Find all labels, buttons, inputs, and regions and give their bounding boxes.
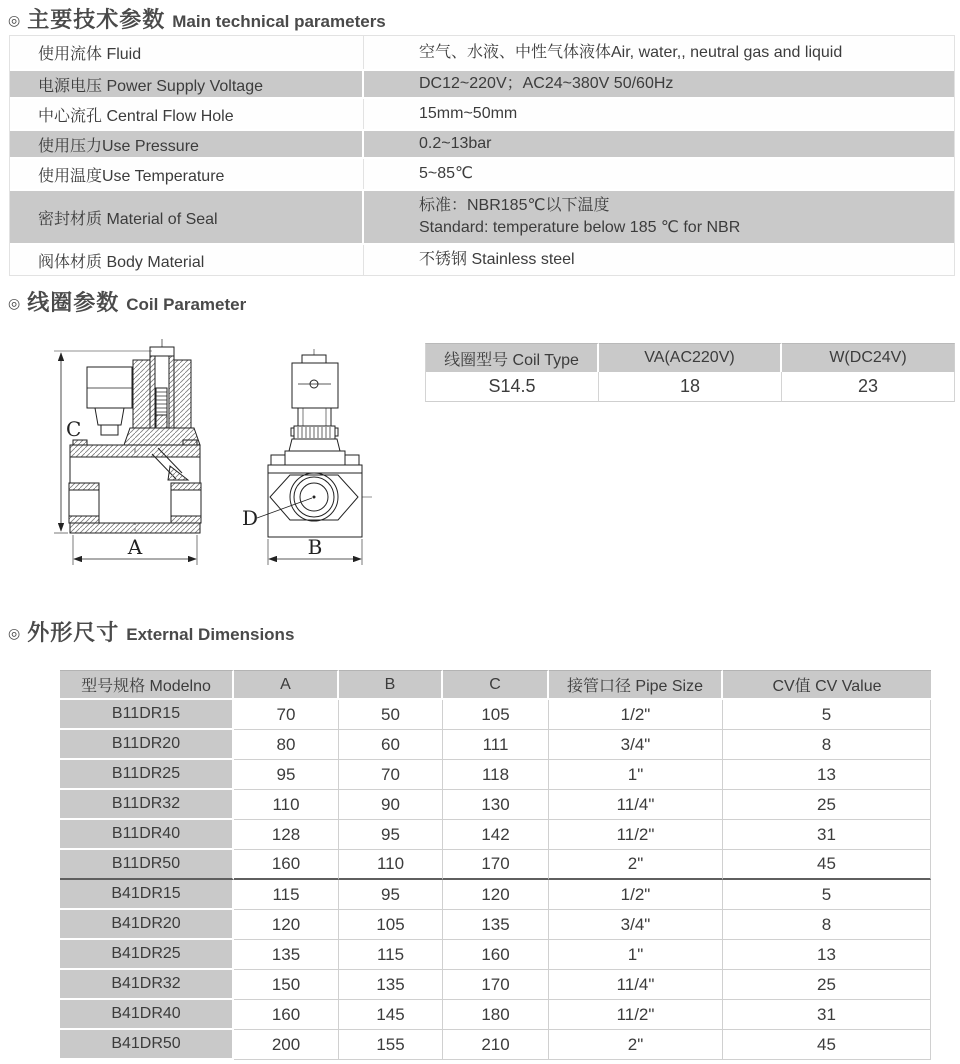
dim-c: 142 bbox=[443, 820, 549, 850]
section-bullet-icon: ◎ bbox=[8, 625, 21, 641]
table-row bbox=[60, 760, 931, 790]
dims-header-b: B bbox=[339, 670, 443, 700]
main-parameters-table bbox=[9, 35, 955, 276]
dim-b: 105 bbox=[339, 910, 443, 940]
dim-a: 115 bbox=[234, 880, 339, 910]
table-row bbox=[60, 1000, 931, 1030]
table-row bbox=[60, 700, 931, 730]
model-number: B41DR15 bbox=[60, 880, 234, 910]
dim-b: 95 bbox=[339, 880, 443, 910]
dim-c: 135 bbox=[443, 910, 549, 940]
param-label: 使用温度Use Temperature bbox=[10, 159, 364, 189]
dim-a: 95 bbox=[234, 760, 339, 790]
pipe-size: 11/2" bbox=[549, 820, 723, 850]
dim-b: 110 bbox=[339, 850, 443, 880]
coil-header-va: VA(AC220V) bbox=[599, 343, 782, 372]
coil-header-type: 线圈型号 Coil Type bbox=[425, 343, 599, 372]
dim-a: 135 bbox=[234, 940, 339, 970]
pipe-size: 11/4" bbox=[549, 790, 723, 820]
valve-technical-drawing bbox=[40, 333, 400, 595]
model-number: B41DR25 bbox=[60, 940, 234, 970]
pipe-size: 1/2" bbox=[549, 700, 723, 730]
coil-parameter-title-en: Coil Parameter bbox=[126, 295, 247, 314]
dim-c: 111 bbox=[443, 730, 549, 760]
dim-a: 160 bbox=[234, 850, 339, 880]
dims-header-cv-value: CV值 CV Value bbox=[723, 670, 931, 700]
valve-cross-section-view bbox=[54, 339, 201, 565]
cv-value: 8 bbox=[723, 730, 931, 760]
external-dimensions-title-zh: 外形尺寸 bbox=[27, 620, 120, 645]
dim-c: 210 bbox=[443, 1030, 549, 1060]
dim-b: 95 bbox=[339, 820, 443, 850]
main-parameters-title-zh: 主要技术参数 bbox=[27, 7, 166, 32]
table-row bbox=[10, 99, 954, 129]
cv-value: 25 bbox=[723, 790, 931, 820]
param-value-line2: Standard: temperature below 185 ℃ for NBR bbox=[419, 219, 741, 236]
dims-header-pipe-size: 接管口径 Pipe Size bbox=[549, 670, 723, 700]
model-number: B41DR20 bbox=[60, 910, 234, 940]
cv-value: 5 bbox=[723, 700, 931, 730]
param-value: 5~85℃ bbox=[419, 165, 474, 182]
model-number: B11DR15 bbox=[60, 700, 234, 730]
pipe-size: 1" bbox=[549, 760, 723, 790]
dim-b: 50 bbox=[339, 700, 443, 730]
table-row bbox=[10, 159, 954, 189]
table-row bbox=[10, 36, 954, 69]
pipe-size: 3/4" bbox=[549, 730, 723, 760]
dims-header-c: C bbox=[443, 670, 549, 700]
dim-c: 170 bbox=[443, 970, 549, 1000]
dim-b: 70 bbox=[339, 760, 443, 790]
section-bullet-icon: ◎ bbox=[8, 12, 21, 28]
dim-a: 70 bbox=[234, 700, 339, 730]
coil-header-w: W(DC24V) bbox=[782, 343, 955, 372]
table-row bbox=[60, 970, 931, 1000]
dim-b: 90 bbox=[339, 790, 443, 820]
dim-c: 120 bbox=[443, 880, 549, 910]
dim-c: 170 bbox=[443, 850, 549, 880]
dims-header-a: A bbox=[234, 670, 339, 700]
external-dimensions-title-en: External Dimensions bbox=[126, 625, 295, 644]
dim-b: 155 bbox=[339, 1030, 443, 1060]
param-value-line1: 标准：NBR185℃以下温度 bbox=[419, 197, 610, 214]
valve-front-view bbox=[257, 349, 372, 565]
dimension-label-b: B bbox=[307, 535, 323, 559]
table-row bbox=[60, 1030, 931, 1060]
dims-header-model: 型号规格 Modelno bbox=[60, 670, 234, 700]
main-parameters-title-en: Main technical parameters bbox=[172, 12, 386, 31]
dim-c: 130 bbox=[443, 790, 549, 820]
param-label: 使用流体 Fluid bbox=[10, 36, 364, 69]
table-row bbox=[60, 880, 931, 910]
dim-a: 80 bbox=[234, 730, 339, 760]
param-label: 中心流孔 Central Flow Hole bbox=[10, 99, 364, 129]
cv-value: 31 bbox=[723, 820, 931, 850]
table-row bbox=[10, 245, 954, 275]
param-value: 不锈钢 Stainless steel bbox=[419, 251, 575, 268]
param-label: 使用压力Use Pressure bbox=[10, 131, 364, 157]
cv-value: 13 bbox=[723, 760, 931, 790]
model-number: B41DR32 bbox=[60, 970, 234, 1000]
table-header-row bbox=[60, 670, 931, 700]
dim-b: 135 bbox=[339, 970, 443, 1000]
table-row bbox=[60, 940, 931, 970]
param-value: 15mm~50mm bbox=[419, 105, 518, 122]
table-header-row bbox=[425, 343, 955, 372]
cv-value: 8 bbox=[723, 910, 931, 940]
model-number: B41DR40 bbox=[60, 1000, 234, 1030]
cv-value: 31 bbox=[723, 1000, 931, 1030]
coil-type-value: S14.5 bbox=[425, 372, 599, 402]
dimension-label-a: A bbox=[127, 535, 143, 559]
param-label: 电源电压 Power Supply Voltage bbox=[10, 71, 364, 97]
table-row bbox=[10, 129, 954, 159]
model-number: B11DR20 bbox=[60, 730, 234, 760]
pipe-size: 11/2" bbox=[549, 1000, 723, 1030]
main-parameters-heading bbox=[8, 3, 386, 34]
table-row bbox=[425, 372, 955, 402]
cv-value: 5 bbox=[723, 880, 931, 910]
model-number: B41DR50 bbox=[60, 1030, 234, 1060]
dim-c: 105 bbox=[443, 700, 549, 730]
model-number: B11DR32 bbox=[60, 790, 234, 820]
dim-a: 120 bbox=[234, 910, 339, 940]
external-dimensions-table bbox=[60, 670, 931, 1060]
param-value: 空气、水液、中性气体液体Air, water,, neutral gas and liquid bbox=[419, 43, 843, 61]
table-row bbox=[60, 820, 931, 850]
param-value: DC12~220V；AC24~380V 50/60Hz bbox=[419, 75, 674, 92]
table-row bbox=[60, 910, 931, 940]
pipe-size: 2" bbox=[549, 1030, 723, 1060]
external-dimensions-heading bbox=[8, 616, 294, 647]
dim-c: 118 bbox=[443, 760, 549, 790]
table-row bbox=[60, 790, 931, 820]
cv-value: 45 bbox=[723, 1030, 931, 1060]
dim-a: 128 bbox=[234, 820, 339, 850]
dim-a: 160 bbox=[234, 1000, 339, 1030]
table-row bbox=[10, 69, 954, 99]
dimension-label-d: D bbox=[242, 506, 259, 530]
coil-va-value: 18 bbox=[599, 372, 782, 402]
dim-c: 180 bbox=[443, 1000, 549, 1030]
pipe-size: 1" bbox=[549, 940, 723, 970]
model-number: B11DR50 bbox=[60, 850, 234, 880]
coil-w-value: 23 bbox=[782, 372, 955, 402]
cv-value: 45 bbox=[723, 850, 931, 880]
pipe-size: 11/4" bbox=[549, 970, 723, 1000]
dim-b: 60 bbox=[339, 730, 443, 760]
cv-value: 13 bbox=[723, 940, 931, 970]
model-number: B11DR25 bbox=[60, 760, 234, 790]
section-bullet-icon: ◎ bbox=[8, 295, 21, 311]
pipe-size: 2" bbox=[549, 850, 723, 880]
dim-a: 110 bbox=[234, 790, 339, 820]
dim-b: 145 bbox=[339, 1000, 443, 1030]
dim-c: 160 bbox=[443, 940, 549, 970]
model-number: B11DR40 bbox=[60, 820, 234, 850]
dim-a: 150 bbox=[234, 970, 339, 1000]
cv-value: 25 bbox=[723, 970, 931, 1000]
param-label: 阀体材质 Body Material bbox=[10, 245, 364, 275]
dim-b: 115 bbox=[339, 940, 443, 970]
pipe-size: 3/4" bbox=[549, 910, 723, 940]
dimension-label-c: C bbox=[66, 417, 82, 441]
coil-parameter-heading bbox=[8, 286, 246, 317]
coil-parameter-title-zh: 线圈参数 bbox=[27, 290, 120, 315]
param-value: 0.2~13bar bbox=[419, 135, 492, 152]
table-row bbox=[10, 189, 954, 245]
param-label: 密封材质 Material of Seal bbox=[10, 191, 364, 243]
pipe-size: 1/2" bbox=[549, 880, 723, 910]
coil-parameter-table bbox=[425, 343, 955, 402]
table-row bbox=[60, 730, 931, 760]
table-row bbox=[60, 850, 931, 880]
dim-a: 200 bbox=[234, 1030, 339, 1060]
